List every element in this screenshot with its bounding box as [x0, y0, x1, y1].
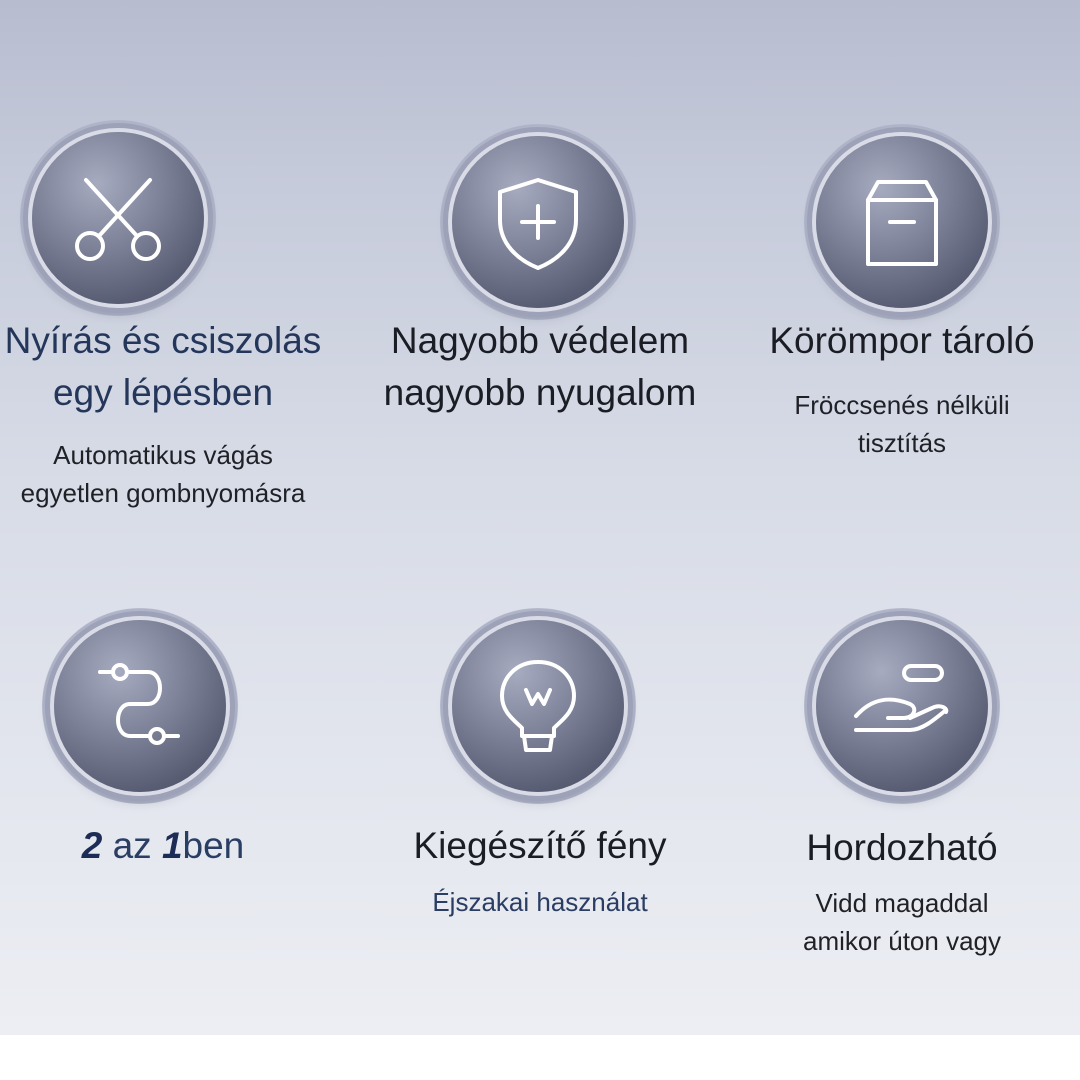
feature-subtitle-line2: amikor úton vagy — [803, 926, 1001, 956]
feature-subtitle-line1: Fröccsenés nélküli — [794, 390, 1010, 420]
feature-title-line1: Nyírás és csiszolás — [4, 320, 322, 361]
icon-badge — [440, 608, 636, 804]
shield-plus-icon — [488, 172, 588, 272]
feature-subtitle: Éjszakai használat — [432, 887, 648, 917]
feature-title-line1: Nagyobb védelem — [390, 320, 690, 361]
feature-title: Kiegészítő fény — [413, 825, 667, 866]
feature-auxiliary-light — [360, 520, 720, 1020]
feature-subtitle-line2: tisztítás — [857, 428, 947, 458]
icon-badge — [20, 120, 216, 316]
feature-title: Hordozható — [806, 827, 998, 868]
feature-subtitle-line1: Vidd magaddal — [815, 888, 989, 918]
title-number-1: 1 — [161, 825, 183, 866]
title-number-2: 2 — [81, 825, 103, 866]
route-icon — [90, 656, 190, 756]
feature-trim-polish — [0, 0, 343, 520]
feature-title-line2: egy lépésben — [52, 372, 274, 413]
feature-protection — [360, 0, 720, 520]
title-suffix: ben — [182, 825, 245, 866]
feature-portable — [722, 520, 1080, 1020]
icon-badge — [440, 124, 636, 320]
feature-subtitle-line2: egyetlen gombnyomásra — [20, 478, 306, 508]
feature-title-line1: Körömpor tároló — [769, 320, 1035, 361]
icon-badge — [42, 608, 238, 804]
icon-badge — [804, 124, 1000, 320]
hand-icon — [852, 656, 952, 756]
feature-title — [0, 820, 343, 872]
lightbulb-icon — [488, 656, 588, 756]
scissors-icon — [68, 168, 168, 268]
box-minus-icon — [852, 172, 952, 272]
feature-2-in-1 — [0, 520, 343, 1020]
feature-nail-dust-storage — [722, 0, 1080, 520]
feature-title-line2: nagyobb nyugalom — [383, 372, 697, 413]
title-word-az: az — [112, 825, 152, 866]
feature-subtitle-line1: Automatikus vágás — [53, 440, 273, 470]
icon-badge — [804, 608, 1000, 804]
